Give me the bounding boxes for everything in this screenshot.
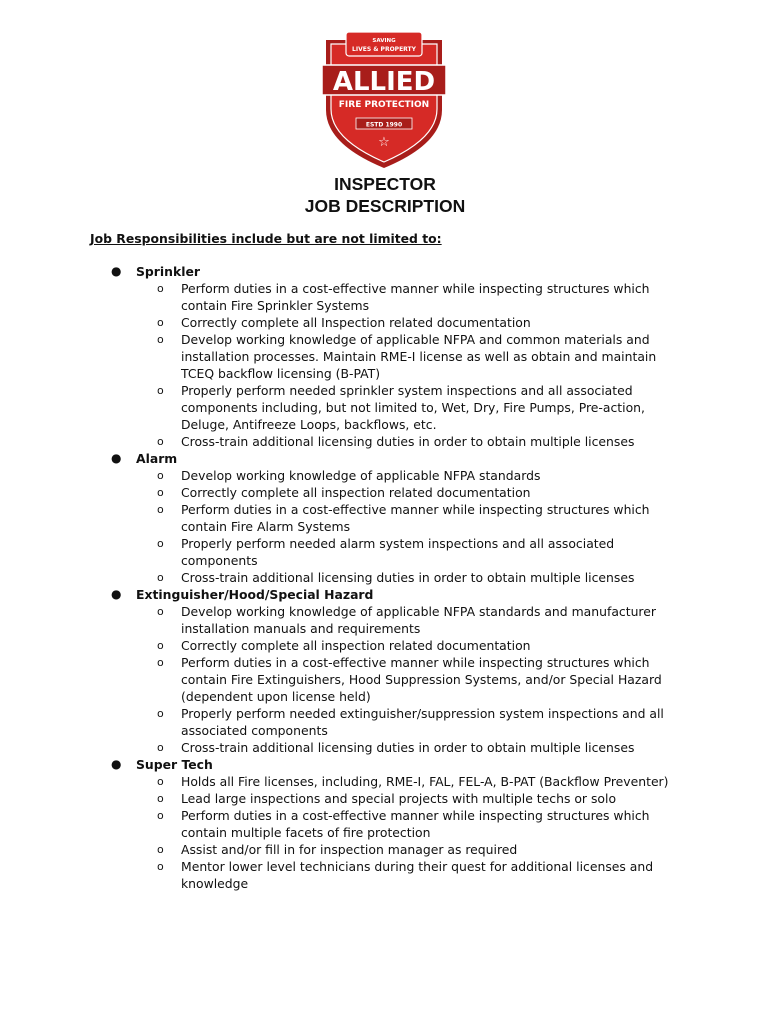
section-super-tech <box>0 756 770 892</box>
list-item-text: Mentor lower level technicians during their quest for additional licenses and knowledge <box>181 859 654 891</box>
list-item-text: Cross-train additional licensing duties in order to obtain multiple licenses <box>181 570 635 585</box>
circle-bullet-icon: o <box>157 656 164 669</box>
list-item-text: Correctly complete all inspection related documentation <box>181 638 531 653</box>
list-item <box>157 535 686 569</box>
section-title: Super Tech <box>136 757 213 772</box>
page-title: INSPECTOR <box>334 174 436 194</box>
circle-bullet-icon: o <box>157 775 164 788</box>
list-item-text: Perform duties in a cost-effective manner while inspecting structures which contain Fire Extinguishers, Hood Suppression Systems, and/or Special Hazard (dependent upon license held) <box>181 655 662 704</box>
logo-brand: ALLIED <box>332 67 436 97</box>
list-item-text: Properly perform needed extinguisher/suppression system inspections and all associated components <box>181 706 664 738</box>
list-item-text: Develop working knowledge of applicable NFPA standards <box>181 468 541 483</box>
section-title: Alarm <box>136 451 178 466</box>
list-item <box>157 790 686 807</box>
list-item <box>157 467 686 484</box>
list-item <box>157 382 686 433</box>
section-title: Extinguisher/Hood/Special Hazard <box>136 587 374 602</box>
company-logo <box>322 32 446 170</box>
list-item <box>157 739 686 756</box>
list-item <box>157 280 686 314</box>
list-item <box>157 484 686 501</box>
list-item <box>157 637 686 654</box>
circle-bullet-icon: o <box>157 843 164 856</box>
bullet-icon: ● <box>111 587 122 601</box>
circle-bullet-icon: o <box>157 792 164 805</box>
section-extinguisher <box>0 586 770 756</box>
list-item-text: Perform duties in a cost-effective manner while inspecting structures which contain Fire Alarm Systems <box>181 502 650 534</box>
list-item <box>157 433 686 450</box>
list-item-text: Correctly complete all inspection related documentation <box>181 485 531 500</box>
list-item <box>157 331 686 382</box>
list-item <box>157 314 686 331</box>
section-sprinkler <box>0 263 770 450</box>
circle-bullet-icon: o <box>157 469 164 482</box>
list-item-text: Develop working knowledge of applicable NFPA standards and manufacturer installation manuals and requirements <box>181 604 656 636</box>
list-item-text: Perform duties in a cost-effective manner while inspecting structures which contain Fire Sprinkler Systems <box>181 281 650 313</box>
list-item-text: Assist and/or fill in for inspection manager as required <box>181 842 518 857</box>
circle-bullet-icon: o <box>157 571 164 584</box>
bullet-icon: ● <box>111 264 122 278</box>
logo-sub: FIRE PROTECTION <box>338 100 430 110</box>
list-item-text: Develop working knowledge of applicable NFPA and common materials and installation processes. Maintain RME-I license as well as obtain and maintain TCEQ backflow licensing (B-PAT) <box>181 332 657 381</box>
circle-bullet-icon: o <box>157 486 164 499</box>
circle-bullet-icon: o <box>157 282 164 295</box>
list-item <box>157 654 686 705</box>
list-item-text: Correctly complete all Inspection related documentation <box>181 315 531 330</box>
circle-bullet-icon: o <box>157 435 164 448</box>
list-item <box>157 858 686 892</box>
circle-bullet-icon: o <box>157 537 164 550</box>
list-item <box>157 705 686 739</box>
page-subtitle: JOB DESCRIPTION <box>304 196 466 216</box>
logo-est: ESTD 1990 <box>365 121 403 129</box>
list-item <box>157 603 686 637</box>
circle-bullet-icon: o <box>157 707 164 720</box>
list-item-text: Lead large inspections and special projects with multiple techs or solo <box>181 791 617 806</box>
bullet-icon: ● <box>111 451 122 465</box>
bullet-icon: ● <box>111 757 122 771</box>
list-item-text: Perform duties in a cost-effective manner while inspecting structures which contain multiple facets of fire protection <box>181 808 650 840</box>
circle-bullet-icon: o <box>157 503 164 516</box>
logo-top-text: SAVING <box>372 38 396 44</box>
list-item <box>157 569 686 586</box>
circle-bullet-icon: o <box>157 639 164 652</box>
section-alarm <box>0 450 770 586</box>
circle-bullet-icon: o <box>157 860 164 873</box>
list-item <box>157 841 686 858</box>
circle-bullet-icon: o <box>157 384 164 397</box>
circle-bullet-icon: o <box>157 316 164 329</box>
section-title: Sprinkler <box>136 264 200 279</box>
list-item-text: Cross-train additional licensing duties in order to obtain multiple licenses <box>181 740 635 755</box>
logo-star-icon: ☆ <box>378 135 390 150</box>
list-item <box>157 501 686 535</box>
circle-bullet-icon: o <box>157 741 164 754</box>
list-item <box>157 773 686 790</box>
list-item-text: Cross-train additional licensing duties in order to obtain multiple licenses <box>181 434 635 449</box>
logo-top-text2: LIVES & PROPERTY <box>352 46 416 53</box>
circle-bullet-icon: o <box>157 809 164 822</box>
list-item <box>157 807 686 841</box>
circle-bullet-icon: o <box>157 605 164 618</box>
circle-bullet-icon: o <box>157 333 164 346</box>
list-item-text: Properly perform needed sprinkler system inspections and all associated components including, but not limited to, Wet, Dry, Fire Pumps, Pre-action, Deluge, Antifreeze Loops, backflows, etc. <box>181 383 645 432</box>
list-item-text: Properly perform needed alarm system inspections and all associated components <box>181 536 615 568</box>
intro-heading: Job Responsibilities include but are not limited to: <box>90 231 442 246</box>
responsibility-list <box>0 263 770 892</box>
list-item-text: Holds all Fire licenses, including, RME-I, FAL, FEL-A, B-PAT (Backflow Preventer) <box>181 774 669 789</box>
